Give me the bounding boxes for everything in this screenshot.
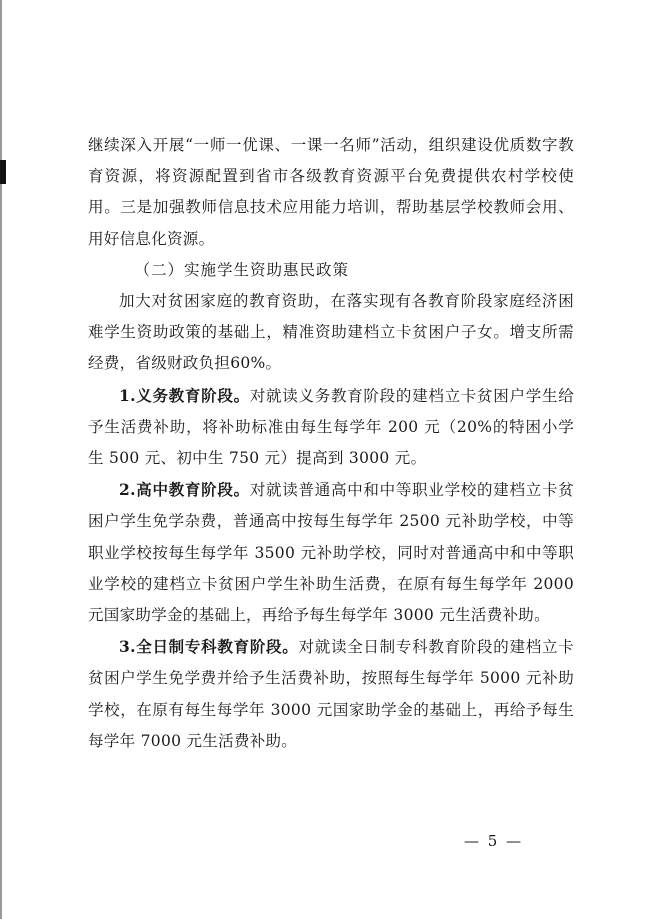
paragraph-intro: 加大对贫困家庭的教育资助，在落实现有各教育阶段家庭经济困难学生资助政策的基础上，精准资助建档立卡贫困户子女。增支所需经费，省级财政负担60%。: [88, 292, 574, 373]
item-text: 对就读普通高中和中等职业学校的建档立卡贫困户学生免学杂费，普通高中按每生每学年 2500 元补助学校，中等职业学校按每生每学年 3500 元补助学校，同时对普通高中和中等职业学校的建档立卡贫困户学生补助生活费，在原有每生每学年 2000 元国家助学金的基础上，再给予每生每学年 3000 元生活费补助。: [88, 481, 574, 625]
item-high-school-education: [88, 474, 574, 631]
item-text: 对就读全日制专科教育阶段的建档立卡贫困户学生免学费并给予生活费补助，按照每生每学年 5000 元补助学校，在原有每生每学年 3000 元国家助学金的基础上，再给予每生每学年 7000 元生活费补助。: [88, 638, 574, 750]
item-title: 3.全日制专科教育阶段。: [119, 637, 299, 657]
item-text: 对就读义务教育阶段的建档立卡贫困户学生给予生活费补助，将补助标准由每生每学年 200 元（20%的特困小学生 500 元、初中生 750 元）提高到 3000 元。: [88, 386, 574, 468]
document-body: [88, 130, 574, 757]
section-heading: （二）实施学生资助惠民政策: [134, 260, 350, 279]
page-number: — 5 —: [464, 832, 524, 850]
paragraph-continuation: 继续深入开展“一师一优课、一课一名师”活动，组织建设优质数字教育资源，将资源配置到省市各级教育资源平台免费提供农村学校使用。三是加强教师信息技术应用能力培训，帮助基层学校教师会用、用好信息化资源。: [88, 136, 574, 248]
scan-edge: [0, 0, 2, 919]
scan-mark: [0, 160, 6, 184]
item-title: 1.义务教育阶段。: [119, 385, 250, 405]
item-compulsory-education: [88, 380, 574, 475]
item-fulltime-college-education: [88, 631, 574, 757]
item-title: 2.高中教育阶段。: [119, 480, 250, 500]
